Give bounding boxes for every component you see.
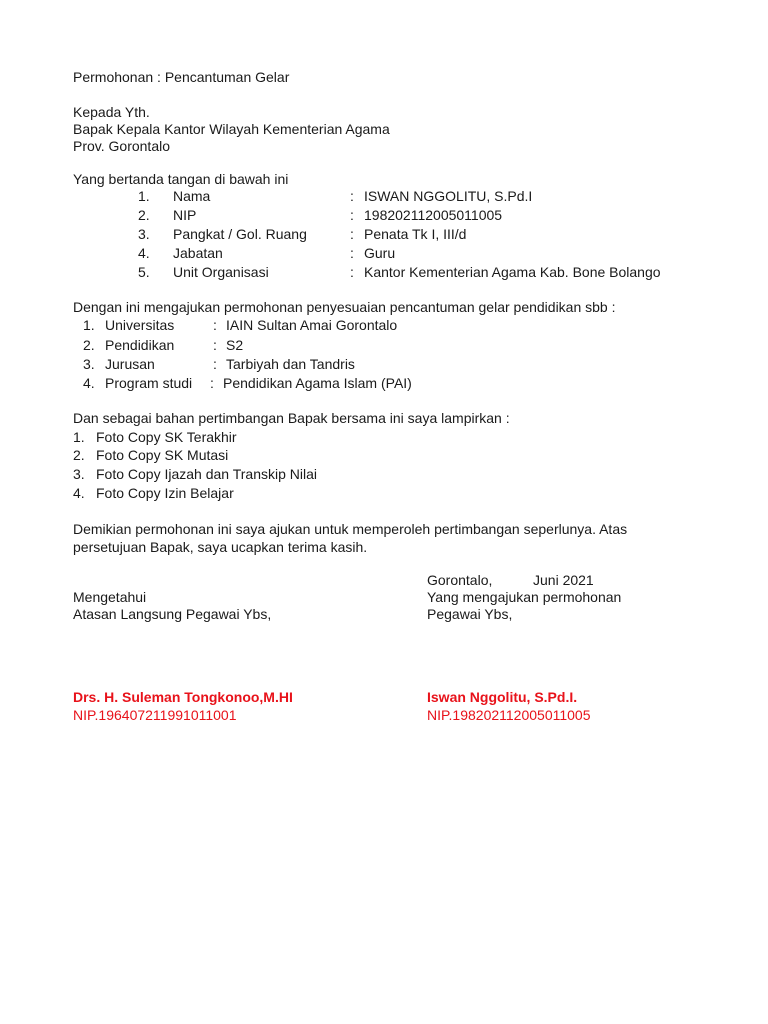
education-label: Universitas — [105, 317, 175, 333]
recipient-salutation: Kepada Yth. — [73, 104, 150, 120]
attachment-text: Foto Copy SK Mutasi — [96, 447, 229, 463]
identity-label: Unit Organisasi — [173, 264, 269, 280]
right-signatory-line-1: Yang mengajukan permohonan — [427, 589, 622, 605]
left-signatory-line-2: Atasan Langsung Pegawai Ybs, — [73, 606, 272, 622]
education-num: 2. — [83, 337, 95, 353]
identity-num: 3. — [138, 226, 150, 242]
education-label: Jurusan — [105, 356, 155, 372]
identity-num: 5. — [138, 264, 150, 280]
identity-value: Guru — [364, 245, 396, 261]
left-signatory-line-1: Mengetahui — [73, 589, 147, 605]
education-sep: : — [213, 337, 217, 353]
identity-label: Pangkat / Gol. Ruang — [173, 226, 307, 242]
education-value: S2 — [226, 337, 244, 353]
identity-sep: : — [350, 226, 354, 242]
left-signatory-name: Drs. H. Suleman Tongkonoo,M.HI — [73, 689, 293, 705]
left-signatory-nip: NIP.196407211991011001 — [73, 707, 237, 723]
education-sep: : — [213, 317, 217, 333]
right-signatory-nip: NIP.198202112005011005 — [427, 707, 591, 723]
education-label: Program studi — [105, 375, 193, 391]
request-intro: Dengan ini mengajukan permohonan penyesuaian pencantuman gelar pendidikan sbb : — [73, 299, 616, 315]
education-value: Pendidikan Agama Islam (PAI) — [223, 375, 412, 391]
identity-sep: : — [350, 245, 354, 261]
closing-line-1: Demikian permohonan ini saya ajukan untuk memperoleh pertimbangan seperlunya. Atas — [73, 521, 628, 537]
right-signatory-line-2: Pegawai Ybs, — [427, 606, 513, 622]
education-label: Pendidikan — [105, 337, 175, 353]
right-signatory-name: Iswan Nggolitu, S.Pd.I. — [427, 689, 578, 705]
identity-value: Penata Tk I, III/d — [364, 226, 467, 242]
intro-text: Yang bertanda tangan di bawah ini — [73, 171, 289, 187]
recipient-name: Bapak Kepala Kantor Wilayah Kementerian Agama — [73, 121, 390, 137]
identity-label: NIP — [173, 207, 197, 223]
date: Juni 2021 — [533, 572, 594, 588]
attachment-text: Foto Copy Izin Belajar — [96, 485, 234, 501]
identity-sep: : — [350, 188, 354, 204]
education-value: IAIN Sultan Amai Gorontalo — [226, 317, 398, 333]
identity-num: 2. — [138, 207, 150, 223]
attachment-text: Foto Copy Ijazah dan Transkip Nilai — [96, 466, 317, 482]
identity-num: 4. — [138, 245, 150, 261]
education-sep: : — [213, 356, 217, 372]
attachment-num: 1. — [73, 429, 85, 445]
education-num: 1. — [83, 317, 95, 333]
identity-value: ISWAN NGGOLITU, S.Pd.I — [364, 188, 533, 204]
identity-label: Jabatan — [173, 245, 223, 261]
identity-sep: : — [350, 264, 354, 280]
identity-sep: : — [350, 207, 354, 223]
attachment-num: 2. — [73, 447, 85, 463]
attachment-num: 3. — [73, 466, 85, 482]
education-value: Tarbiyah dan Tandris — [226, 356, 355, 372]
identity-num: 1. — [138, 188, 150, 204]
identity-value: 198202112005011005 — [364, 207, 503, 223]
attachment-text: Foto Copy SK Terakhir — [96, 429, 237, 445]
education-num: 3. — [83, 356, 95, 372]
attachment-num: 4. — [73, 485, 85, 501]
education-num: 4. — [83, 375, 95, 391]
identity-value: Kantor Kementerian Agama Kab. Bone Bolango — [364, 264, 661, 280]
attachments-intro: Dan sebagai bahan pertimbangan Bapak bersama ini saya lampirkan : — [73, 410, 510, 426]
recipient-province: Prov. Gorontalo — [73, 138, 171, 154]
closing-line-2: persetujuan Bapak, saya ucapkan terima kasih. — [73, 539, 368, 555]
identity-label: Nama — [173, 188, 211, 204]
subject-line: Permohonan : Pencantuman Gelar — [73, 69, 290, 85]
education-sep: : — [210, 375, 214, 391]
place: Gorontalo, — [427, 572, 493, 588]
